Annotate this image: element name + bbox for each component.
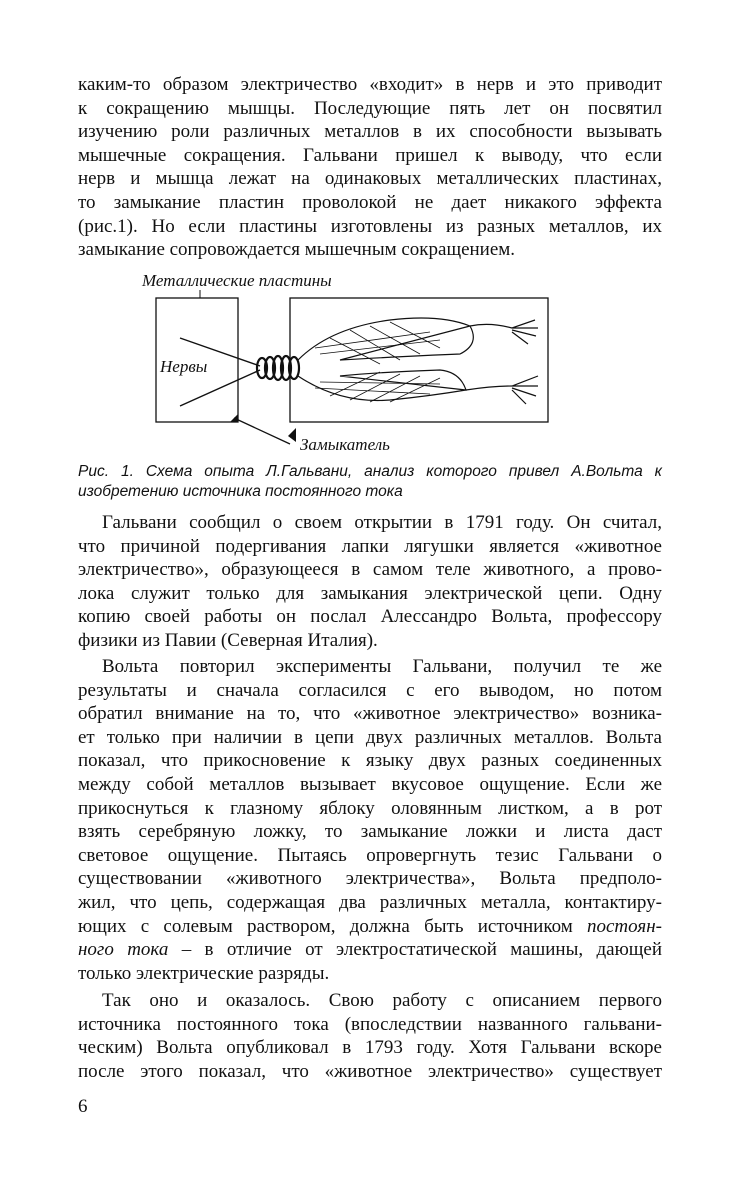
closer-tip-right xyxy=(288,428,296,442)
paragraph-3 xyxy=(78,655,662,985)
frog-legs xyxy=(298,318,538,404)
text-line: жил, что цепь, содержащая два различных металла, контактиру- xyxy=(78,891,662,913)
paragraph-2 xyxy=(78,511,662,653)
nerve-coil xyxy=(257,356,299,380)
text-line xyxy=(78,938,662,962)
text-line: после этого показал, что «животное электричество» существует xyxy=(78,1060,662,1082)
figure-caption xyxy=(78,462,662,502)
text-line: обратил внимание на то, что «животное электричество» возника- xyxy=(78,703,662,725)
text-run: – в отличие от электростатической машины, дающей xyxy=(168,939,663,961)
italic-term: ного тока xyxy=(78,939,169,961)
text-line: только электрические разряды. xyxy=(78,962,330,984)
text-line: что причиной подергивания лапки лягушки является «животное xyxy=(78,535,662,557)
text-line: Гальвани сообщил о своем открытии в 1791 году. Он считал, xyxy=(102,512,662,533)
paragraph-4 xyxy=(78,989,662,1083)
text-line: изучению роли различных металлов в их способности вызывать xyxy=(78,121,662,143)
text-line: электричество», образующееся в самом теле животного, а прово- xyxy=(78,559,662,581)
text-line: показал, что прикосновение к языку двух разных соединенных xyxy=(78,750,662,772)
closer-tip-left xyxy=(230,414,238,422)
figure-diagram xyxy=(140,268,560,458)
closer-wire xyxy=(234,418,290,444)
text-line: ет только при наличии в цепи двух различных металлов. Вольта xyxy=(78,726,662,748)
text-line: копию своей работы он послал Алессандро Вольта, профессору xyxy=(78,606,662,628)
label-nerves: Нервы xyxy=(160,357,208,376)
page-number: 6 xyxy=(78,1096,88,1117)
text-line: каким-то образом электричество «входит» в нерв и это приводит xyxy=(78,74,662,95)
text-line: Вольта повторил эксперименты Гальвани, получил те же xyxy=(102,656,662,677)
label-closer: Замыкатель xyxy=(300,435,390,454)
caption-line: изобретению источника постоянного тока xyxy=(78,483,403,500)
italic-term: постоян- xyxy=(587,915,662,937)
text-line: Так оно и оказалось. Свою работу с описанием первого xyxy=(102,990,662,1011)
text-line xyxy=(78,915,662,939)
right-plate xyxy=(290,298,548,422)
text-line: результаты и сначала согласился с его выводом, но потом xyxy=(78,679,662,701)
text-line: к сокращению мышцы. Последующие пять лет он посвятил xyxy=(78,97,662,119)
text-line: существовании «животного электричества», Вольта предполо- xyxy=(78,868,662,890)
text-line: (рис.1). Но если пластины изготовлены из разных металлов, их xyxy=(78,215,662,237)
text-line: световое ощущение. Пытаясь опровергнуть тезис Гальвани о xyxy=(78,844,662,866)
text-line: мышечные сокращения. Гальвани пришел к выводу, что если xyxy=(78,144,662,166)
text-line: нерв и мышца лежат на одинаковых металлических пластинах, xyxy=(78,168,662,190)
paragraph-1 xyxy=(78,73,662,262)
text-line: прикоснуться к глазному яблоку оловянным листком, а в рот xyxy=(78,797,662,819)
text-line: источника постоянного тока (впоследствии названного гальвани- xyxy=(78,1013,662,1035)
caption-line: Рис. 1. Схема опыта Л.Гальвани, анализ которого привел А.Вольта к xyxy=(78,463,662,480)
text-line: лока служит только для замыкания электрической цепи. Одну xyxy=(78,582,662,604)
text-line: между собой металлов вызывает вкусовое ощущение. Если же xyxy=(78,773,662,795)
label-metal-plates: Металлические пластины xyxy=(142,271,332,290)
text-run: ющих с солевым раствором, должна быть источником xyxy=(78,915,587,937)
text-line: взять серебряную ложку, то замыкание ложки и листа даст xyxy=(78,821,662,843)
text-line: замыкание сопровождается мышечным сокращением. xyxy=(78,239,516,261)
figure-galvani-experiment xyxy=(140,268,560,458)
text-line: то замыкание пластин проволокой не дает никакого эффекта xyxy=(78,191,662,213)
text-line: физики из Павии (Северная Италия). xyxy=(78,629,378,651)
text-line: ческим) Вольта опубликовал в 1793 году. Хотя Гальвани вскоре xyxy=(78,1037,662,1059)
